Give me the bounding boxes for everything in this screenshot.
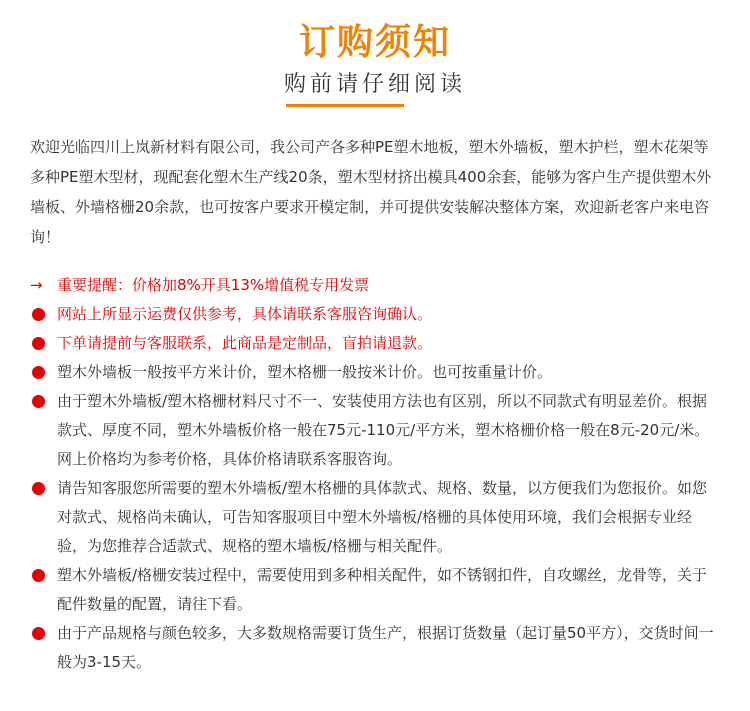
notice-item-custom-order — [30, 329, 722, 358]
notice-text: 由于塑木外墙板/塑木格栅材料尺寸不一、安装使用方法也有区别，所以不同款式有明显差价。根据款式、厚度不同，塑木外墙板价格一般在75元-110元/平方米，塑木格栅价格一般在8元-20元/米。网上价格均为参考价格，具体价格请联系客服咨询。 — [57, 392, 710, 468]
notice-text: 请告知客服您所需要的塑木外墙板/塑木格栅的具体款式、规格、数量，以方便我们为您报价。如您对款式、规格尚未确认，可告知客服项目中塑木外墙板/格栅的具体使用环境，我们会根据专业经验，为您推荐合适款式、规格的塑木墙板/格栅与相关配件。 — [57, 479, 708, 555]
title-underline — [286, 104, 404, 107]
notice-text: 由于产品规格与颜色较多，大多数规格需要订货生产，根据订货数量（起订量50平方），交货时间一般为3-15天。 — [57, 624, 714, 671]
notice-item-pricing-unit — [30, 358, 722, 387]
notice-item-price-range — [30, 387, 722, 474]
red-dot-icon — [30, 619, 50, 648]
arrow-right-icon: → — [30, 276, 43, 294]
page-subtitle: 购前请仔细阅读 — [283, 72, 466, 97]
red-dot-icon — [30, 358, 50, 387]
intro-paragraph: 欢迎光临四川上岚新材料有限公司，我公司产各多种PE塑木地板，塑木外墙板，塑木护栏，塑木花架等多种PE塑木型材，现配套化塑木生产线20条，塑木型材挤出模具400余套，能够为客户生产提供塑木外墙板、外墙格栅20余款，也可按客户要求开模定制，并可提供安装解决整体方案，欢迎新老客户来电咨询！ — [30, 138, 712, 246]
red-dot-icon — [30, 300, 50, 329]
red-dot-icon — [30, 387, 50, 416]
notice-text: 塑木外墙板一般按平方米计价，塑木格栅一般按米计价。也可按重量计价。 — [57, 363, 553, 381]
notice-item-quote — [30, 474, 722, 561]
red-dot-icon — [30, 329, 50, 358]
notice-text: 重要提醒：价格加8%开具13%增值税专用发票 — [57, 276, 370, 294]
notice-item-delivery — [30, 619, 722, 677]
notice-item-shipping — [30, 300, 722, 329]
notice-item-accessories — [30, 561, 722, 619]
notice-text: 塑木外墙板/格栅安装过程中，需要使用到多种相关配件，如不锈钢扣件，自攻螺丝，龙骨等，关于配件数量的配置，请往下看。 — [57, 566, 708, 613]
red-dot-icon — [30, 474, 50, 503]
page-title: 订购须知 — [298, 22, 451, 63]
red-dot-icon — [30, 561, 50, 590]
notice-text: 网站上所显示运费仅供参考，具体请联系客服咨询确认。 — [57, 305, 433, 323]
notice-item-vat — [30, 271, 722, 300]
notice-list — [30, 271, 722, 677]
notice-text: 下单请提前与客服联系，此商品是定制品，盲拍请退款。 — [57, 334, 433, 352]
